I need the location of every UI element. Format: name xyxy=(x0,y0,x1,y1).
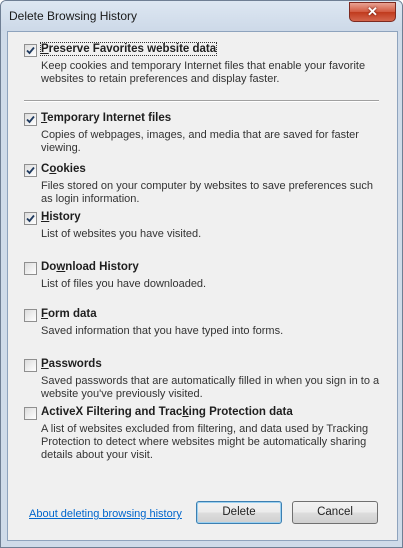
checkbox-cookies[interactable] xyxy=(24,164,37,177)
option-description: Copies of webpages, images, and media that are saved for faster viewing. xyxy=(41,129,359,154)
delete-button[interactable]: Delete xyxy=(196,501,282,524)
dialog-body xyxy=(7,31,398,541)
title-bar[interactable] xyxy=(1,1,402,31)
checkbox-temporary-internet-files[interactable] xyxy=(24,113,37,126)
check-icon xyxy=(26,46,35,55)
check-icon xyxy=(26,115,35,124)
option-label[interactable]: Cookies xyxy=(41,163,86,175)
option-label[interactable]: Preserve Favorites website data xyxy=(41,43,217,55)
option-label[interactable]: Temporary Internet files xyxy=(41,112,172,124)
option-description: Saved passwords that are automatically filled in when you sign in to a website you've previously visited. xyxy=(41,375,380,400)
checkbox-download-history[interactable] xyxy=(24,262,37,275)
close-icon: ✕ xyxy=(367,4,378,19)
option-description: List of websites you have visited. xyxy=(41,228,202,240)
checkbox-activex-tracking-protection[interactable] xyxy=(24,407,37,420)
option-label[interactable]: Passwords xyxy=(41,358,102,370)
separator xyxy=(24,100,379,102)
option-label[interactable]: ActiveX Filtering and Tracking Protection data xyxy=(41,406,293,418)
option-label[interactable]: Download History xyxy=(41,261,139,273)
checkbox-form-data[interactable] xyxy=(24,309,37,322)
about-deleting-history-link[interactable]: About deleting browsing history xyxy=(29,508,182,520)
option-description: A list of websites excluded from filtering, and data used by Tracking Protection to detect where websites might be automatically sharing details about your visit. xyxy=(41,423,369,461)
option-description: Keep cookies and temporary Internet files that enable your favorite websites to retain preferences and display faster. xyxy=(41,60,366,85)
option-description: Saved information that you have typed into forms. xyxy=(41,325,284,337)
cancel-button[interactable]: Cancel xyxy=(292,501,378,524)
window-title: Delete Browsing History xyxy=(9,9,138,23)
close-button[interactable] xyxy=(349,2,396,22)
check-icon xyxy=(26,214,35,223)
option-label[interactable]: Form data xyxy=(41,308,97,320)
check-icon xyxy=(26,166,35,175)
option-description: Files stored on your computer by websites to save preferences such as login information. xyxy=(41,180,373,205)
option-description: List of files you have downloaded. xyxy=(41,278,207,290)
checkbox-passwords[interactable] xyxy=(24,359,37,372)
checkbox-preserve-favorites[interactable] xyxy=(24,44,37,57)
checkbox-history[interactable] xyxy=(24,212,37,225)
option-label[interactable]: History xyxy=(41,211,81,223)
